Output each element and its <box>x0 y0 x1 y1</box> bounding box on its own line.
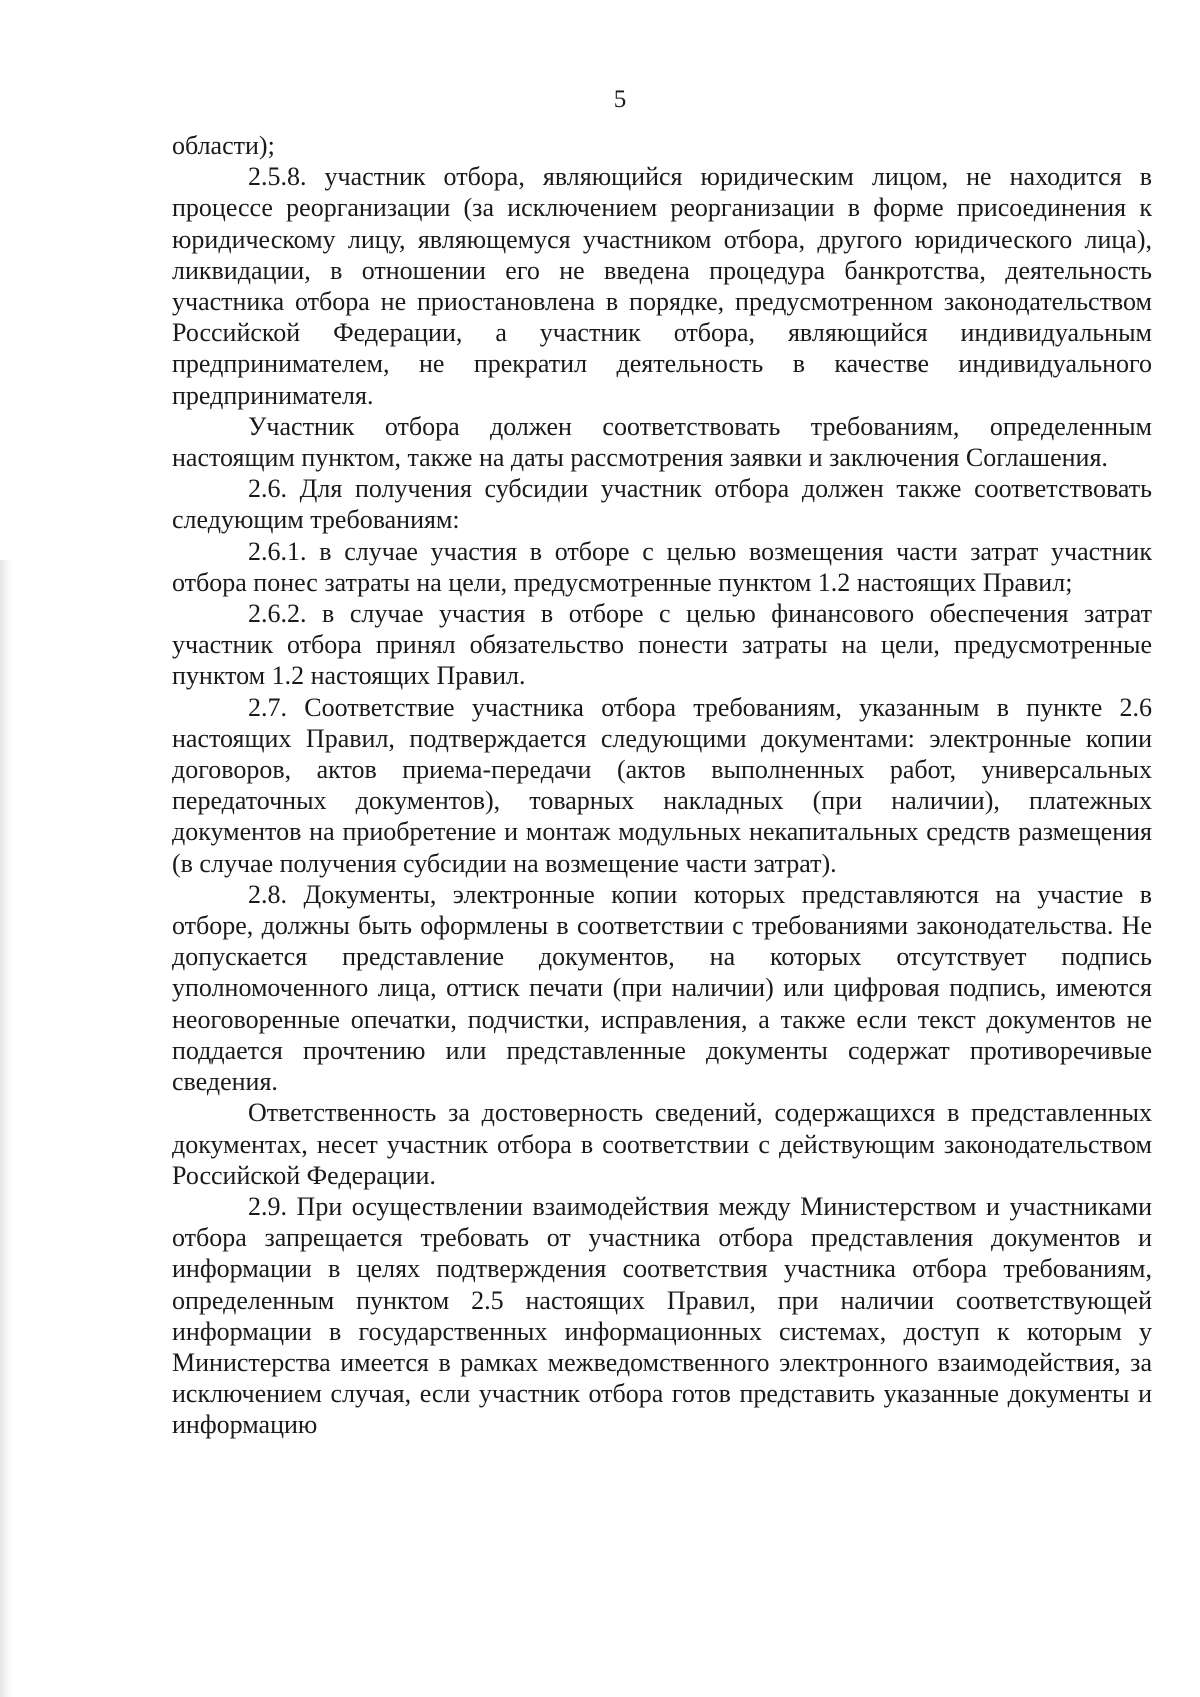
paragraph-responsibility: Ответственность за достоверность сведений, содержащихся в представленных документах, несет участник отбора в соответствии с действующим законодательством Российской Федерации. <box>172 1098 1152 1190</box>
paragraph-compliance-dates: Участник отбора должен соответствовать требованиям, определенным настоящим пунктом, также на даты рассмотрения заявки и заключения Соглашения. <box>172 411 1152 473</box>
paragraph-2-7: 2.7. Соответствие участника отбора требованиям, указанным в пункте 2.6 настоящих Правил, подтверждается следующими документами: электронные копии договоров, актов приема-передачи (актов выполненных работ, универсальных передаточных документов), товарных накладных (при наличии), платежных документов на приобретение и монтаж модульных некапитальных средств размещения (в случае получения субсидии на возмещение части затрат). <box>172 692 1152 878</box>
paragraph-2-5-8: 2.5.8. участник отбора, являющийся юридическим лицом, не находится в процессе реорганизации (за исключением реорганизации в форме присоединения к юридическому лицу, являющемуся участником отбора, другого юридического лица), ликвидации, в отношении его не введена процедура банкротства, деятельность участника отбора не приостановлена в порядке, предусмотренном законодательством Российской Федерации, а участник отбора, являющийся индивидуальным предпринимателем, не прекратил деятельность в качестве индивидуального предпринимателя. <box>172 162 1152 410</box>
paragraph-continuation: области); <box>172 131 275 160</box>
paragraph-2-6: 2.6. Для получения субсидии участник отбора должен также соответствовать следующим требованиям: <box>172 474 1152 535</box>
paragraph-2-8: 2.8. Документы, электронные копии которых представляются на участие в отборе, должны быть оформлены в соответствии с требованиями законодательства. Не допускается представление документов, на которых отсутствует подпись уполномоченного лица, оттиск печати (при наличии) или цифровая подпись, имеются неоговоренные опечатки, подчистки, исправления, а также если текст документов не поддается прочтению или представленные документы содержат противоречивые сведения. <box>172 879 1152 1097</box>
scan-edge-shadow <box>0 560 14 1697</box>
paragraph-2-9: 2.9. При осуществлении взаимодействия между Министерством и участниками отбора запрещается требовать от участника отбора представления документов и информации в целях подтверждения соответствия участника отбора требованиям, определенным пунктом 2.5 настоящих Правил, при наличии соответствующей информации в государственных информационных системах, доступ к которым у Министерства имеется в рамках межведомственного электронного взаимодействия, за исключением случая, если участник отбора готов представить указанные документы и информацию <box>172 1191 1152 1440</box>
paragraph-2-6-2: 2.6.2. в случае участия в отборе с целью финансового обеспечения затрат участник отбора принял обязательство понести затраты на цели, предусмотренные пунктом 1.2 настоящих Правил. <box>172 599 1152 691</box>
document-body <box>172 130 1152 1441</box>
page-number: 5 <box>613 86 627 113</box>
paragraph-2-6-1: 2.6.1. в случае участия в отборе с целью возмещения части затрат участник отбора понес затраты на цели, предусмотренные пунктом 1.2 настоящих Правил; <box>172 536 1152 597</box>
